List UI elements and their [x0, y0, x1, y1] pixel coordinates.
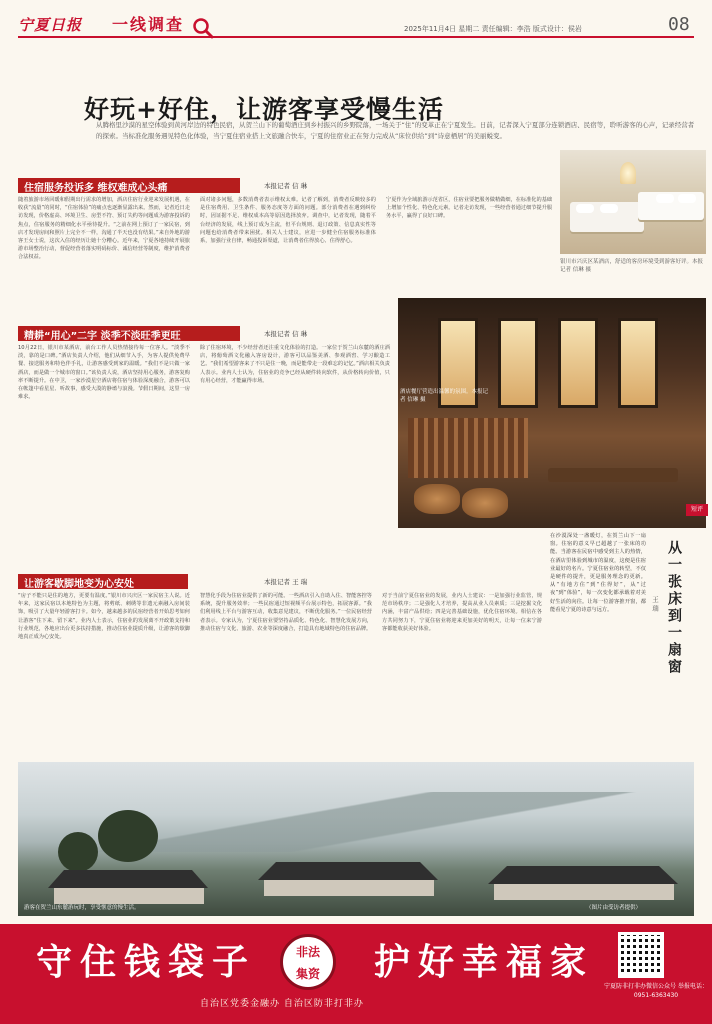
byline-2: 本报记者 信 琳 [264, 330, 308, 338]
hotel-room-photo [560, 150, 706, 254]
wall-shape [54, 888, 204, 904]
barrel-shape [414, 484, 460, 514]
photo-caption-landscape: 游客在贺兰山东麓游玩时，享受惬意的慢生活。 [24, 905, 140, 911]
seal-text-top: 非法 [295, 945, 320, 959]
page-number: 08 [668, 14, 690, 35]
qr-caption: 宁夏防非打非办微信公众号 举报电话：0951-6363430 [604, 983, 708, 999]
header-rule [18, 36, 694, 38]
wall-shape [494, 884, 674, 900]
photo-caption-bar: 酒店餐厅营造出温馨的氛围。本报记者 信琳 摄 [400, 389, 489, 403]
commentary-author: 王 瑞 [651, 596, 659, 612]
lamp-shape [620, 162, 636, 184]
hotel-restaurant-photo [398, 298, 706, 528]
byline-3: 本报记者 王 瑞 [264, 578, 308, 586]
commentary-title: 从一张床到一扇窗 [666, 540, 682, 676]
issue-info: 2025年11月4日 星期二 责任编辑：李浩 版式设计：侯岩 [404, 25, 582, 33]
footer-advertisement [0, 924, 712, 1024]
barrel-shape [462, 488, 508, 518]
pillow-shape [656, 194, 674, 203]
article-column: 宁夏作为全域旅游示范省区，住宿业要把服务做精做细，在标准化的基础上增加个性化、特色化元素。记者走访发现，一些经营者通过细节提升服务水平，赢得了良好口碑。 [386, 197, 552, 220]
roof-shape [488, 866, 678, 884]
roof-shape [48, 870, 208, 888]
illegal-fundraising-seal [280, 934, 336, 990]
section-title: 一线调查 [112, 15, 185, 34]
article-column: 对于当前宁夏住宿业的发展，业内人士建议：一是加强行业监管，规范市场秩序；二是强化人才培养，提高从业人员素质；三是挖掘文化内涵，丰富产品供给；四是完善基础设施，优化住宿环境。相信在各方共同努力下，宁夏住宿业将迎来更加美好的明天，让每一位来宁游客都能收获美好体验。 [382, 593, 542, 632]
slogan-right: 护好幸福家 [374, 941, 595, 983]
table-shape [548, 468, 678, 482]
window-shape [558, 318, 598, 408]
qr-code-icon [618, 932, 664, 978]
photo-caption-bed: 银川市兴庆区某酒店，舒适的客房环境受到游客好评。本报记者 信琳 摄 [560, 259, 704, 273]
byline-1: 本报记者 信 琳 [264, 182, 308, 190]
article-column: 随着旅游市场回暖和假期出行需求的增加，酒店住宿行业迎来发展机遇，在收获“流量”的同时，“住宿体验”的痛点也逐渐显露出来。然而，记者近日走访发现，价格虚高、环境卫生、房型不符、预订失约等问题成为游客投诉的焦点，住宿服务的精细化水平亟待提升。“之前在网上预订了一家民宿，到店才发现房间和照片上完全不一样，沟通了半天也没有结果。”来自外地的游客王女士说，这次入住的经历让她十分糟心。近年来，宁夏各地持续开展旅游市场整治行动，督促经营者落实明码标价、诚信经营等制度，维护消费者合法权益。 [18, 197, 190, 261]
article-column: 面对诸多问题，多数消费者表示维权太难。记者了解到，消费者反映较多的是住宿费用、卫生条件、服务态度等方面的问题。部分消费者在遇到纠纷时，因证据不足、维权成本高等原因选择放弃。调查中，记者发现，随着平台经济的发展，线上预订成为主流，但平台规则、退订政策、信息真实性等问题也给消费者带来困扰。相关人士建议，应进一步健全住宿服务标准体系，加强行业自律，畅通投诉渠道，让消费者住得放心、住得舒心。 [200, 197, 376, 245]
lead-paragraph: 从腾格里沙漠的星空体验到黄河岸边的特色民宿，从贺兰山下的葡萄酒庄到乡村振兴的乡野院落，一场关于“住”的变革正在宁夏发生。日前，记者深入宁夏部分连锁酒店、民宿等，聆听游客的心声，记录经营者的探索。当标准化服务遇见特色化体验，当宁夏住宿业搭上文旅融合快车，宁夏的住宿业正在努力完成从“床位供给”到“诗意栖居”的美丽蜕变。 [96, 121, 695, 140]
headline: 好玩+好住，让游客享受慢生活 [84, 95, 444, 124]
footer-sponsors: 自治区党委金融办 自治区防非打非办 [200, 999, 364, 1009]
article-column: 智慧化手段为住宿业提供了新的可能。一些酒店引入自助入住、智能客控等系统，提升服务效率；一些民宿通过短视频平台展示特色，拓展客源。“我们利用线上平台与游客互动，收集意见建议，不断优化服务。”一位民宿经营者表示。专家认为，宁夏住宿业要坚持品质化、特色化、智慧化发展方向，推动住宿与文化、旅游、农业等深度融合，打造具有地域特色的住宿品牌。 [200, 593, 372, 632]
landscape-photo [18, 762, 694, 916]
pillow-shape [576, 204, 594, 213]
roof-shape [258, 862, 438, 880]
section-header-2: 精耕“用心”二字 淡季不淡旺季更旺 [18, 326, 240, 341]
section-header-3: 让游客歇脚地变为心安处 [18, 574, 188, 589]
window-shape [498, 318, 538, 408]
photo-credit-landscape: （图片由受访者提供） [586, 905, 642, 911]
commentary-text: 在沙漠深处一盏暖灯，在贺兰山下一扇窗。住宿的意义早已超越了一张床的功能。当游客在民宿中感受到主人的热情，在酒店里体验到城市的温度，这便是住宿业最好的名片。宁夏住宿业的转型，不仅是硬件的提升，更是服务理念的更新。从“有地方住”到“住得好”，从“过夜”到“体验”，每一次变化都承载着对美好生活的向往。让每一位游客推开窗，都能看见宁夏的诗意与远方。 [550, 533, 646, 613]
seal-text-bottom: 集资 [295, 967, 320, 981]
slogan-left: 守住钱袋子 [36, 941, 257, 983]
pillow-shape [678, 194, 696, 203]
newspaper-logo: 宁夏日报 [18, 16, 83, 34]
pillow-shape [600, 204, 618, 213]
commentary-badge: 短评 [686, 504, 708, 516]
article-column: 10月22日，银川市某酒店，前台工作人员热情接待每一位客人。“淡季不淡，靠的是口碑。”酒店负责人介绍，他们从细节入手，为客人提供免费早餐、接送服务和特色伴手礼，让游客感受到家的温暖。“我们不是只做一家酒店，而是做一个城市的窗口。”该负责人说，酒店坚持用心服务，游客复购率不断提升。在中卫，一家沙漠星空酒店将住宿与体验深度融合，游客可以在帐篷中看星星、听故事，感受大漠的静谧与浪漫。节假日期间，这里一房难求。 [18, 345, 190, 401]
tree-shape [58, 832, 98, 872]
article-column: “房子不能只是住的地方，更要有温度。”银川市兴庆区一家民宿主人说。近年来，这家民宿以本地特色为主题，将剪纸、刺绣等非遗元素融入房间装饰，吸引了大量年轻游客打卡。如今，越来越多的民宿经营者开始思考如何让游客“住下来、留下来”。业内人士表示，住宿业的发展离不开政策支持和行业规范，各地应出台更多扶持措施，推动住宿业提质升级，让游客的歇脚地真正成为心安处。 [18, 593, 190, 641]
article-column: 除了住宿环境，不少经营者还注重文化体验的打造。一家位于贺兰山东麓的酒庄酒店，将葡萄酒文化融入客房设计，游客可以品鉴美酒、参观酒窖、学习酿造工艺。“我们希望游客来了不只是住一晚，而是能带走一段难忘的记忆。”酒店相关负责人表示。业内人士认为，住宿业的竞争已经从硬件转向软件，从价格转向价值，只有用心经营，才能赢得市场。 [200, 345, 390, 384]
shelf-shape [408, 418, 528, 478]
section-header-1: 住宿服务投诉多 维权难成心头痛 [18, 178, 240, 193]
wall-shape [264, 880, 434, 896]
masthead [0, 0, 712, 44]
tree-shape [98, 810, 158, 862]
window-shape [618, 318, 658, 408]
